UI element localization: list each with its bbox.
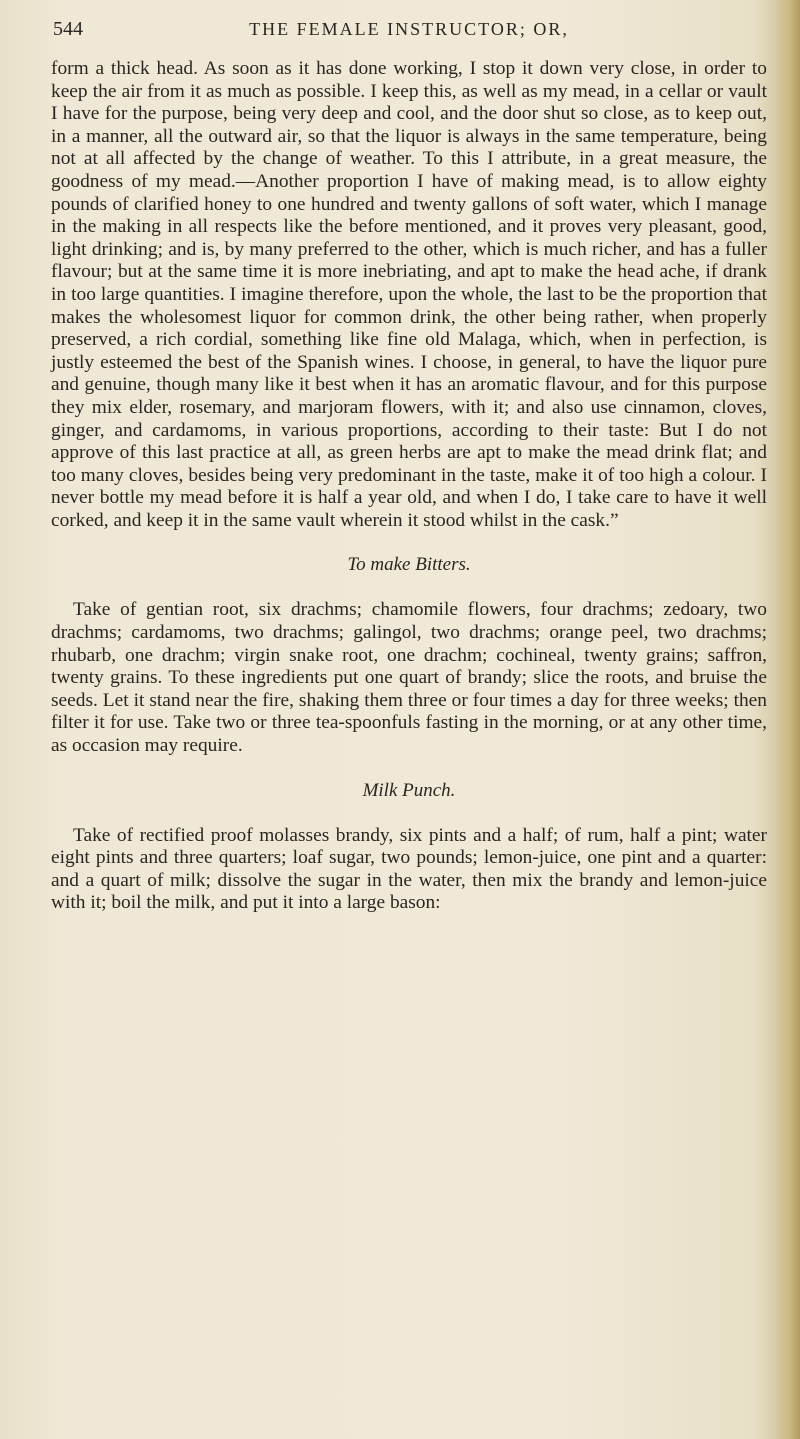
section-title-bitters: To make Bitters. (347, 554, 471, 576)
running-title: THE FEMALE INSTRUCTOR; OR, (249, 19, 569, 39)
paragraph-milk-punch-recipe: Take of rectified proof molasses brandy, six pints and a half; of rum, half a pint; water eight pints and three quarters; loaf sugar, two pounds; lemon-juice, one pint and a quarter: and a quart of milk; dissolve the sugar in the water, then mix the brandy and lemon-juice with it; boil the milk, and put it into a large bason: (51, 824, 767, 914)
paragraph-bitters-recipe: Take of gentian root, six drachms; chamomile flowers, four drachms; zedoary, two drachms; cardamoms, two drachms; galingol, two drachms; orange peel, two drachms; rhubarb, one drachm; virgin snake root, one drachm; cochineal, twenty grains; saffron, twenty grains. To these ingredients put one quart of brandy; slice the roots, and bruise the seeds. Let it stand near the fire, shaking them three or four times a day for three weeks; then filter it for use. Take two or three tea-spoonfuls fasting in the morning, or at any other time, as occasion may require. (51, 599, 767, 757)
running-head (51, 18, 767, 58)
page-edge-shadow (774, 0, 800, 1439)
page-content (51, 0, 767, 915)
paragraph-mead-continued: form a thick head. As soon as it has done working, I stop it down very close, in order to keep the air from it as much as possible. I keep this, as well as my mead, in a cellar or vault I have for the purpose, being very deep and cool, and the door shut so close, as to keep out, in a manner, all the outward air, so that the liquor is always in the same temperature, being not at all affected by the change of weather. To this I attribute, in a great measure, the goodness of my mead.—Another proportion I have of making mead, is to allow eighty pounds of clarified honey to one hundred and twenty gallons of soft water, which I manage in the making in all respects like the before mentioned, and it proves very pleasant, good, light drinking; and is, by many preferred to the other, which is much richer, and has a fuller flavour; but at the same time it is more inebriating, and apt to make the head ache, if drank in too large quantities. I imagine therefore, upon the whole, the last to be the proportion that makes the wholesomest liquor for common drink, the other being rather, when properly preserved, a rich cordial, something like fine old Malaga, which, when in perfection, is justly esteemed the best of the Spanish wines. I choose, in general, to have the liquor pure and genuine, though many like it best when it has an aromatic flavour, and for this purpose they mix elder, rosemary, and marjoram flowers, with it; and also use cinnamon, cloves, ginger, and cardamoms, in various proportions, according to their taste: But I do not approve of this last practice at all, as green herbs are apt to make the mead drink flat; and too many cloves, besides being very predominant in the taste, make it of too high a colour. I never bottle my mead before it is half a year old, and when I do, I take care to have it well corked, and keep it in the same vault wherein it stood whilst in the cask.” (51, 58, 767, 531)
section-title-milk-punch: Milk Punch. (362, 779, 456, 801)
page-number: 544 (53, 18, 83, 40)
